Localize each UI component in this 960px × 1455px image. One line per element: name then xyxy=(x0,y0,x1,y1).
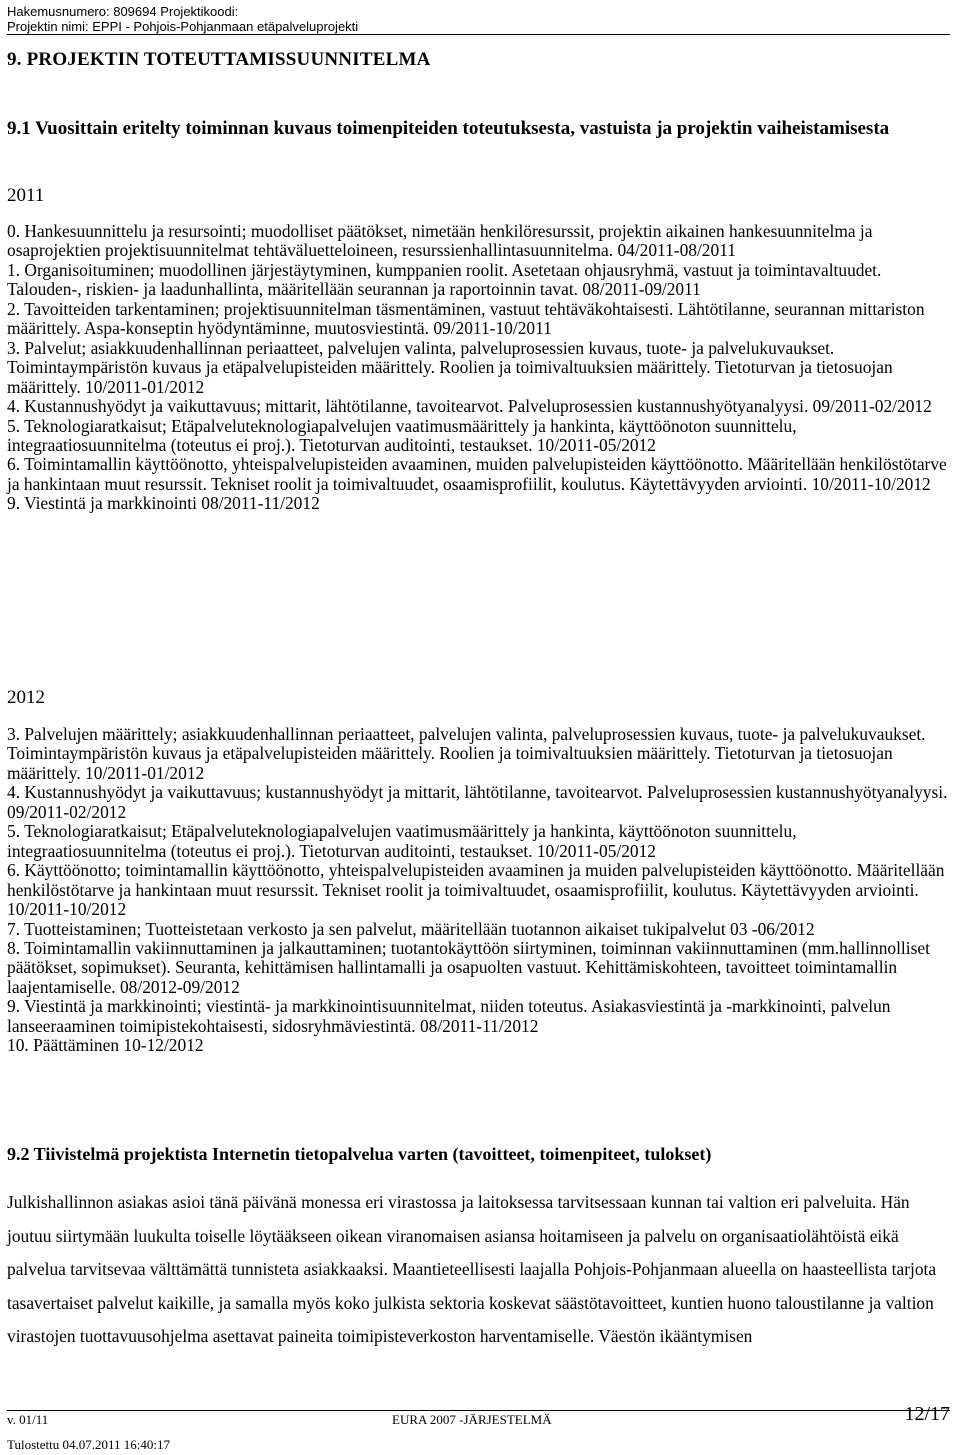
list-item: 8. Toimintamallin vakiinnuttaminen ja jalkauttaminen; tuotantokäyttöön siirtyminen, toiminnan vakiinnuttaminen (mm.hallinnolliset päätökset, sopimukset). Seuranta, kehittämisen hallintamalli ja osapuolten vastuut. Kehittämiskohteen, tavoitteet toimintamallin laajentamiselle. 08/2012-09/2012 xyxy=(7,937,930,997)
list-item: 5. Teknologiaratkaisut; Etäpalveluteknologiapalvelujen vaatimusmäärittely ja hankinta, käyttöönoton suunnittelu, integraatiosuunnitelma (toteutus ei proj.). Tietoturvan auditointi, testaukset. 10/2011-05/2012 xyxy=(7,821,797,861)
subsection-2-title: 9.2 Tiivistelmä projektista Internetin tietopalvelua varten (tavoitteet, toimenpiteet, tulokset) xyxy=(7,1144,712,1164)
application-number: Hakemusnumero: 809694 Projektikoodi: xyxy=(7,4,239,19)
list-item: 9. Viestintä ja markkinointi; viestintä- ja markkinointisuunnitelmat, niiden toteutus. Asiakasviestintä ja -markkinointi, palvelun lanseeraaminen toimipistekohtaisesti, sidosryhmäviestintä. 08/2011-11/2012 xyxy=(7,996,891,1036)
year-2012-list xyxy=(7,725,948,1056)
footer-system: EURA 2007 -JÄRJESTELMÄ xyxy=(392,1412,552,1427)
section-title: 9. PROJEKTIN TOTEUTTAMISSUUNNITELMA xyxy=(7,49,431,70)
list-item: 4. Kustannushyödyt ja vaikuttavuus; mittarit, lähtötilanne, tavoitearvot. Palveluprosessien kustannushyötyanalyysi. 09/2011-02/2012 xyxy=(7,396,932,417)
year-2012-label: 2012 xyxy=(7,687,45,708)
list-item: 0. Hankesuunnittelu ja resursointi; muodolliset päätökset, nimetään henkilöresurssit, projektin aikainen hankesuunnitelma ja osaprojektien projektisuunnitelmat tehtäväluetteloineen, resurssienhallintasuunnitelma. 04/2011-08/2011 xyxy=(7,221,873,261)
list-item: 9. Viestintä ja markkinointi 08/2011-11/2012 xyxy=(7,493,320,514)
list-item: 10. Päättäminen 10-12/2012 xyxy=(7,1035,204,1056)
year-2011-list xyxy=(7,222,948,514)
page-number: 12/17 xyxy=(904,1403,950,1425)
footer-version: v. 01/11 xyxy=(7,1412,49,1427)
list-item: 6. Toimintamallin käyttöönotto, yhteispalvelupisteiden avaaminen, muiden palvelupisteiden käyttöönotto. Määritellään henkilöstötarve ja hankintaan muut resurssit. Tekniset roolit ja toimivaltuudet, osaamisprofiilit, koulutus. Käytettävyyden arviointi. 10/2011-10/2012 xyxy=(7,454,947,494)
list-item: 2. Tavoitteiden tarkentaminen; projektisuunnitelman täsmentäminen, vastuut tehtäväkohtaisesti. Lähtötilanne, seurannan mittariston määrittely. Aspa-konseptin hyödyntäminne, muutosviestintä. 09/2011-10/2011 xyxy=(7,298,925,339)
list-item: 4. Kustannushyödyt ja vaikuttavuus; kustannushyödyt ja mittarit, lähtötilanne, tavoitearvot. Palveluprosessien kustannushyötyanalyysi. 09/2011-02/2012 xyxy=(7,782,948,822)
page-header xyxy=(7,4,950,35)
print-timestamp: Tulostettu 04.07.2011 16:40:17 xyxy=(7,1437,171,1452)
page-footer xyxy=(7,1403,950,1455)
list-item: 3. Palvelujen määrittely; asiakkuudenhallinnan periaatteet, palvelujen valinta, palveluprosessien kuvaus, tuote- ja palvelukuvaukset. Toimintaympäristön kuvaus ja etäpalvelupisteiden määrittely. Roolien ja toimivaltuuksien määrittely. Tietoturvan ja tietosuojan määrittely. 10/2011-01/2012 xyxy=(7,724,926,783)
list-item: 6. Käyttöönotto; toimintamallin käyttöönotto, yhteispalvelupisteiden avaaminen ja muiden palvelupisteiden käyttöönotto. Määritellään henkilöstötarve ja hankintaan muut resurssit. Tekniset roolit ja toimivaltuudet, osaamisprofiilit, koulutus. Käytettävyyden arviointi. 10/2011-10/2012 xyxy=(7,860,945,920)
subsection-1-title: 9.1 Vuosittain eritelty toiminnan kuvaus toimenpiteiden toteutuksesta, vastuista ja projektin vaiheistamisesta xyxy=(7,118,890,139)
project-name: Projektin nimi: EPPI - Pohjois-Pohjanmaan etäpalveluprojekti xyxy=(7,19,359,34)
summary-paragraph: Julkishallinnon asiakas asioi tänä päivänä monessa eri virastossa ja laitoksessa tarvitsessaan kunnan tai valtion eri palveluita. Hän joutuu siirtymään luukulta toiselle löytääkseen oikean viranomaisen asiansa hoitamiseen ja palvelu on organisaatiolähtöistä eikä palvelua tarvitsevaa välttämättä tunnisteta asiakkaaksi. Maantieteellisesti laajalla Pohjois-Pohjanmaan alueella on haasteellista tarjota tasavertaiset palvelut kaikille, ja samalla myös koko julkista sektoria koskevat säästötavoitteet, kuntien huono taloustilanne ja valtion virastojen tuottavuusohjelma asettavat paineita toimipisteverkoston harventamiselle. Väestön ikääntymisen xyxy=(7,1192,937,1346)
year-2011-label: 2011 xyxy=(7,185,45,206)
list-item: 7. Tuotteistaminen; Tuotteistetaan verkosto ja sen palvelut, määritellään tuotannon aikaiset tukipalvelut 03 -06/2012 xyxy=(7,918,815,939)
list-item: 5. Teknologiaratkaisut; Etäpalveluteknologiapalvelujen vaatimusmäärittely ja hankinta, käyttöönoton suunnittelu, integraatiosuunnitelma (toteutus ei proj.). Tietoturvan auditointi, testaukset. 10/2011-05/2012 xyxy=(7,415,797,455)
list-item: 3. Palvelut; asiakkuudenhallinnan periaatteet, palvelujen valinta, palveluprosessien kuvaus, tuote- ja palvelukuvaukset. Toimintaympäristön kuvaus ja etäpalvelupisteiden määrittely. Roolien ja toimivaltuuksien määrittely. Tietoturvan ja tietosuojan määrittely. 10/2011-01/2012 xyxy=(7,337,893,397)
list-item: 1. Organisoituminen; muodollinen järjestäytyminen, kumppanien roolit. Asetetaan ohjausryhmä, vastuut ja toimintavaltuudet. Talouden-, riskien- ja laadunhallinta, määritellään seurannan ja raportoinnin tavat. 08/2011-09/2011 xyxy=(7,259,882,300)
